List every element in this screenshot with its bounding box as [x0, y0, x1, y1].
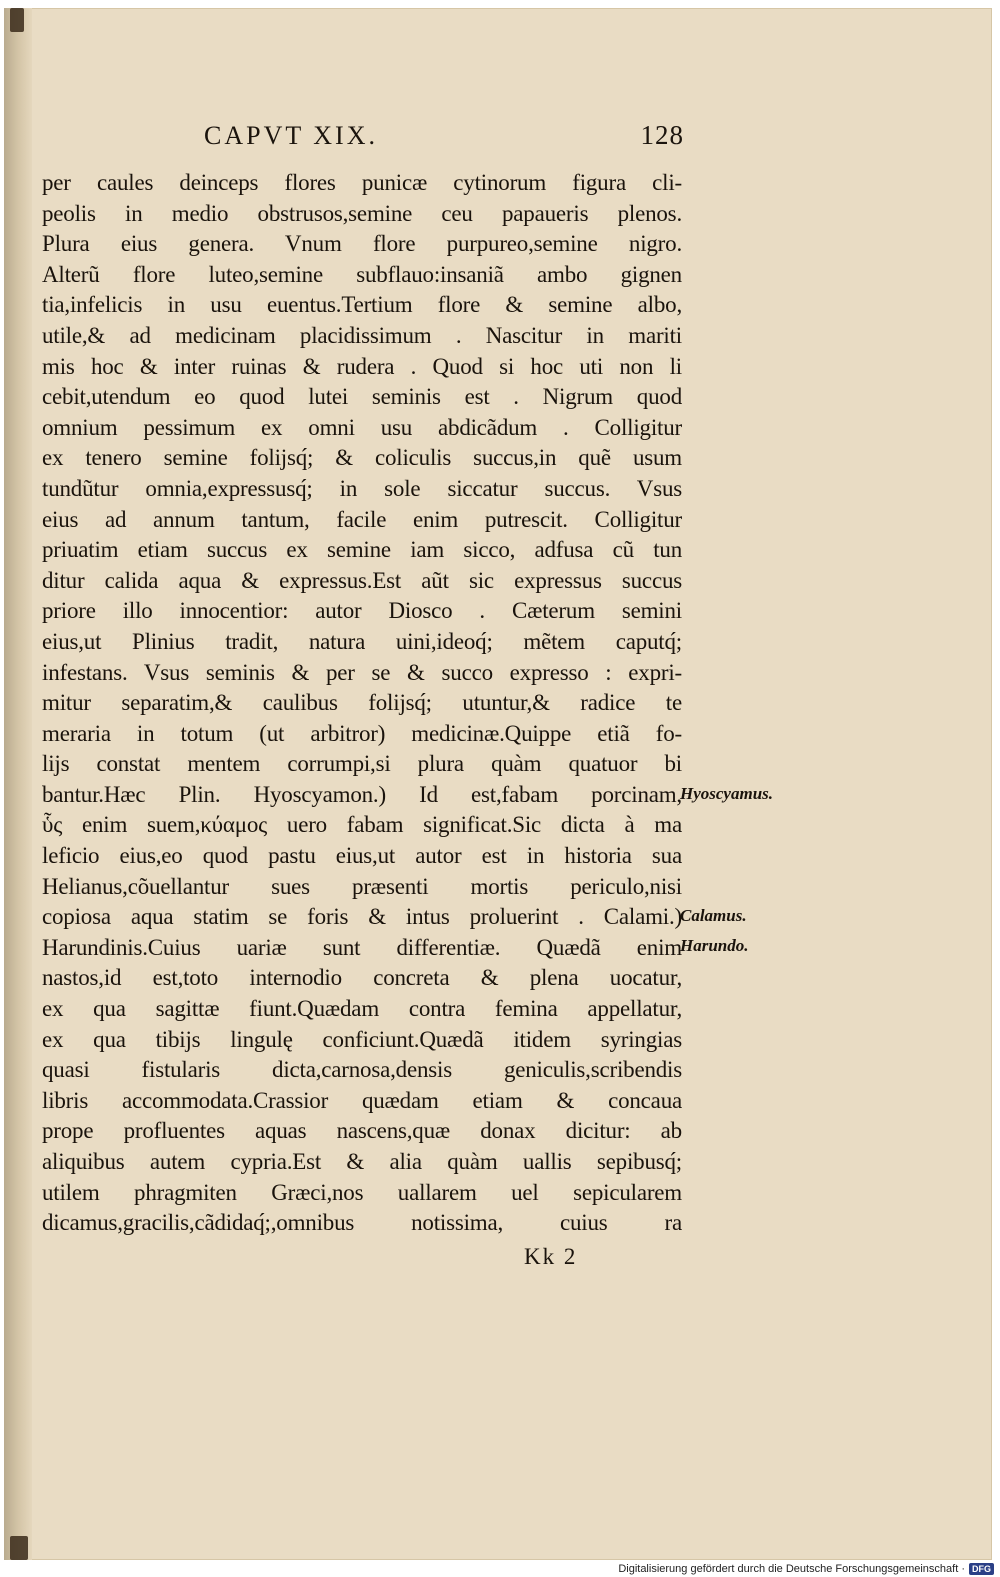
- text-line: prope profluentes aquas nascens,quæ donax dicitur: ab: [42, 1118, 682, 1144]
- text-line: nastos,id est,toto internodio concreta & plena uocatur,: [42, 965, 682, 991]
- text-line: copiosa aqua statim se foris & intus proluerint . Calami.): [42, 904, 682, 930]
- text-line: utile,& ad medicinam placidissimum . Nascitur in mariti: [42, 322, 682, 348]
- margin-note-calamus: Calamus.: [680, 906, 747, 925]
- text-line: dicamus,gracilis,cãdidaq́;,omnibus notissima, cuius ra: [42, 1210, 682, 1236]
- text-line: ex qua tibijs lingulę conficiunt.Quædã itidem syringias: [42, 1026, 682, 1052]
- body-text: [42, 168, 682, 1239]
- text-line: ditur calida aqua & expressus.Est aũt sic expressus succus: [42, 567, 682, 593]
- margin-note-harundo: Harundo.: [680, 936, 749, 955]
- text-line: ὗς enim suem,κύαμος uero fabam significat.Sic dicta à ma: [42, 812, 682, 838]
- text-line: tundũtur omnia,expressusq́; in sole siccatur succus. Vsus: [42, 475, 682, 501]
- gutter-mark-top: [10, 8, 24, 32]
- text-line: mis hoc & inter ruinas & rudera . Quod si hoc uti non li: [42, 353, 682, 379]
- margin-note-hyoscyamus: Hyoscyamus.: [680, 784, 774, 803]
- text-line: aliquibus autem cypria.Est & alia quàm uallis sepibusq́;: [42, 1149, 682, 1174]
- text-line: utilem phragmiten Græci,nos uallarem uel sepicularem: [42, 1179, 682, 1205]
- text-line: bantur.Hæc Plin. Hyoscyamon.) Id est,fabam porcinam,: [42, 781, 682, 807]
- text-line: Plura eius genera. Vnum flore purpureo,semine nigro.: [42, 231, 682, 257]
- dfg-logo: DFG: [969, 1563, 994, 1575]
- page-number: 128: [640, 120, 684, 150]
- footer-credit-text: Digitalisierung gefördert durch die Deutsche Forschungsgemeinschaft ·: [618, 1562, 965, 1575]
- text-line: per caules deinceps flores punicæ cytinorum figura cli-: [42, 170, 682, 195]
- text-line: mitur separatim,& caulibus folijsq́; utuntur,& radice te: [42, 690, 682, 716]
- text-line: tia,infelicis in usu euentus.Tertium flore & semine albo,: [42, 292, 682, 318]
- text-line: eius ad annum tantum, facile enim putrescit. Colligitur: [42, 506, 682, 532]
- book-page: [4, 8, 992, 1560]
- text-line: meraria in totum (ut arbitror) medicinæ.Quippe etiã fo-: [42, 720, 682, 746]
- text-line: priore illo innocentior: autor Diosco . Cæterum semini: [42, 598, 682, 624]
- text-line: ex qua sagittæ fiunt.Quædam contra femina appellatur,: [42, 996, 682, 1022]
- text-line: leficio eius,eo quod pastu eius,ut autor est in historia sua: [42, 843, 682, 869]
- text-line: priuatim etiam succus ex semine iam sicco, adfusa cũ tun: [42, 537, 682, 563]
- page-gutter: [4, 8, 32, 1560]
- running-head: [204, 120, 684, 151]
- text-line: infestans. Vsus seminis & per se & succo expresso : expri-: [42, 659, 682, 685]
- text-line: quasi fistularis dicta,carnosa,densis geniculis,scribendis: [42, 1057, 682, 1083]
- text-line: peolis in medio obstrusos,semine ceu papaueris plenos.: [42, 200, 682, 226]
- text-line: eius,ut Plinius tradit, natura uini,ideoq́; mẽtem caputq́;: [42, 628, 682, 654]
- text-line: cebit,utendum eo quod lutei seminis est . Nigrum quod: [42, 384, 682, 410]
- text-line: Helianus,cõuellantur sues præsenti mortis periculo,nisi: [42, 873, 682, 899]
- text-line: Alterũ flore luteo,semine subflauo:insaniã ambo gignen: [42, 261, 682, 287]
- gutter-mark-bottom: [10, 1536, 28, 1560]
- text-line: lijs constat mentem corrumpi,si plura quàm quatuor bi: [42, 751, 682, 777]
- chapter-heading: CAPVT XIX.: [204, 121, 378, 150]
- text-line: ex tenero semine folijsq́; & coliculis succus,in quẽ usum: [42, 445, 682, 471]
- text-line: omnium pessimum ex omni usu abdicãdum . Colligitur: [42, 414, 682, 440]
- signature-mark: Kk 2: [524, 1244, 578, 1269]
- text-line: libris accommodata.Crassior quædam etiam & concaua: [42, 1087, 682, 1113]
- footer-credit: [618, 1560, 994, 1577]
- text-line: Harundinis.Cuius uariæ sunt differentiæ. Quædã enim: [42, 934, 682, 960]
